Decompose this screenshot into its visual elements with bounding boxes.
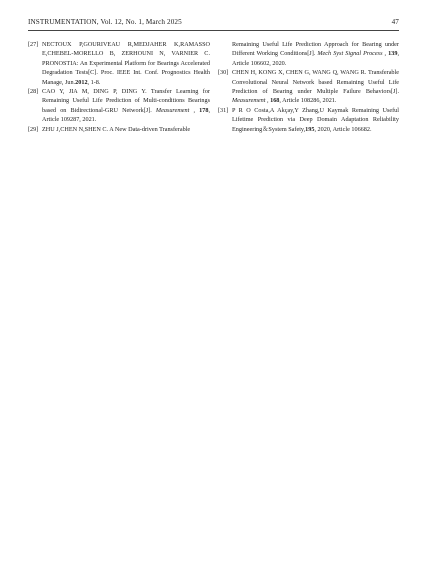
journal-info: INSTRUMENTATION, Vol. 12, No. 1, March 2025: [28, 18, 182, 26]
references-left-column: [28, 40, 210, 134]
reference-number: [218, 40, 232, 68]
reference-item: [28, 40, 210, 87]
reference-number: [29]: [28, 125, 39, 133]
reference-text: NECTOUX P,GOURIVEAU R,MEDJAHER K,RAMASSO E,CHEBEL-MORELLO B, ZERHOUNI N, VARNIER C. PRONOSTIA: An Experimental Platform for Bearings Accelerated Degradation Tests[C]. Proc. IEEE Int. Conf. Prognostics Health Manage, Jun.2012, 1-8.: [42, 41, 210, 86]
reference-text: ZHU J,CHEN N,SHEN C. A New Data-driven Transferable: [42, 125, 191, 133]
reference-text: P R O Costa,A Akçay,Y Zhang,U Kaymak Remaining Useful Lifetime Prediction via Deep Domain Adaptation Reliability Engineering＆System Safety,195, 2020, Article 106682.: [232, 106, 399, 133]
reference-text: CAO Y, JIA M, DING P, DING Y. Transfer Learning for Remaining Useful Life Prediction of Multi-conditions Bearings based on Bidirectional-GRU Network[J]. Measurement , 178, Article 109287, 2021.: [42, 88, 210, 124]
reference-text: CHEN H, KONG X, CHEN G, WANG Q, WANG R. Transferable Convolutional Neural Network based Remaining Useful Life Prediction of Bearing under Multiple Failure Behaviors[J]. Measurement , 168, Article 108286, 2021.: [232, 69, 399, 105]
reference-item: [28, 87, 210, 125]
reference-item: [218, 68, 399, 106]
running-header: [28, 18, 399, 26]
references-right-column: [218, 40, 399, 134]
reference-number: [28]: [28, 88, 39, 96]
reference-item: [218, 40, 399, 68]
reference-number: [30]: [218, 69, 229, 77]
reference-item: [218, 106, 399, 134]
reference-text: Remaining Useful Life Prediction Approach for Bearing under Different Working Conditions[J]. Mech Syst Signal Process , 139, Article 106602, 2020.: [232, 41, 399, 67]
header-rule: [28, 30, 399, 31]
reference-number: [31]: [218, 106, 229, 114]
page-number: 47: [391, 18, 399, 26]
reference-number: [27]: [28, 41, 39, 48]
reference-item: [28, 125, 210, 134]
